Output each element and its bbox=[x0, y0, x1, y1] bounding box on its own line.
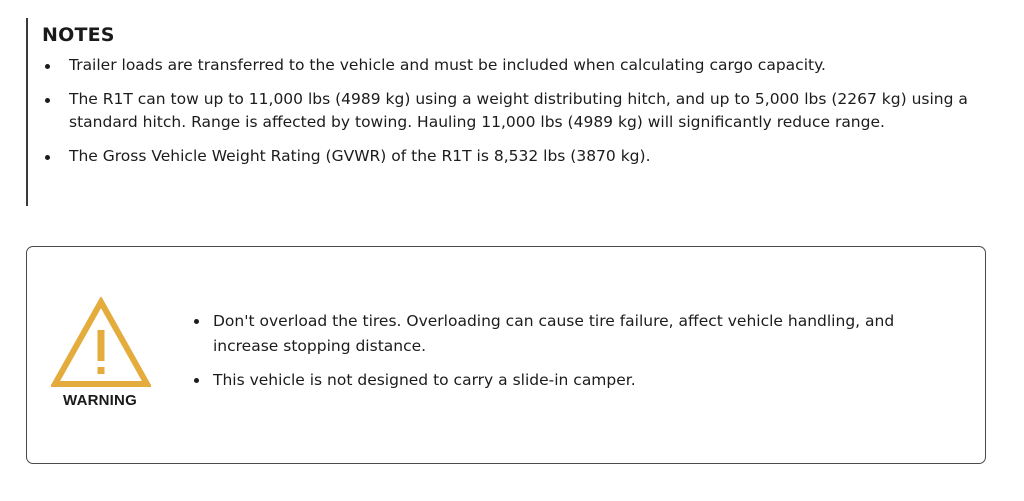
notes-title: NOTES bbox=[42, 24, 115, 46]
bullet-icon bbox=[45, 64, 50, 69]
notes-item-text: The R1T can tow up to 11,000 lbs (4989 kg) using a weight distributing hitch, and up to 5,000 lbs (2267 kg) using a standard hitch. Range is affected by towing. Hauling 11,000 lbs (4989 kg) will significantly reduce range. bbox=[69, 90, 968, 131]
warning-item bbox=[191, 368, 961, 393]
notes-item-text: The Gross Vehicle Weight Rating (GVWR) of the R1T is 8,532 lbs (3870 kg). bbox=[69, 147, 651, 165]
warning-item bbox=[191, 309, 961, 359]
notes-item-text: Trailer loads are transferred to the vehicle and must be included when calculating cargo capacity. bbox=[69, 56, 826, 74]
bullet-icon bbox=[194, 319, 199, 324]
warning-label: WARNING bbox=[63, 392, 137, 409]
warning-list bbox=[191, 309, 961, 402]
notes-list bbox=[42, 54, 972, 179]
notes-item bbox=[42, 145, 972, 168]
notes-item bbox=[42, 88, 972, 134]
warning-item-text: This vehicle is not designed to carry a slide-in camper. bbox=[213, 371, 636, 389]
bullet-icon bbox=[45, 98, 50, 103]
warning-box bbox=[26, 246, 986, 464]
bullet-icon bbox=[45, 155, 50, 160]
notes-item bbox=[42, 54, 972, 77]
notes-section bbox=[26, 18, 1006, 206]
warning-item-text: Don't overload the tires. Overloading can cause tire failure, affect vehicle handling, and increase stopping distance. bbox=[213, 312, 895, 355]
warning-triangle-icon bbox=[51, 297, 151, 389]
bullet-icon bbox=[194, 378, 199, 383]
